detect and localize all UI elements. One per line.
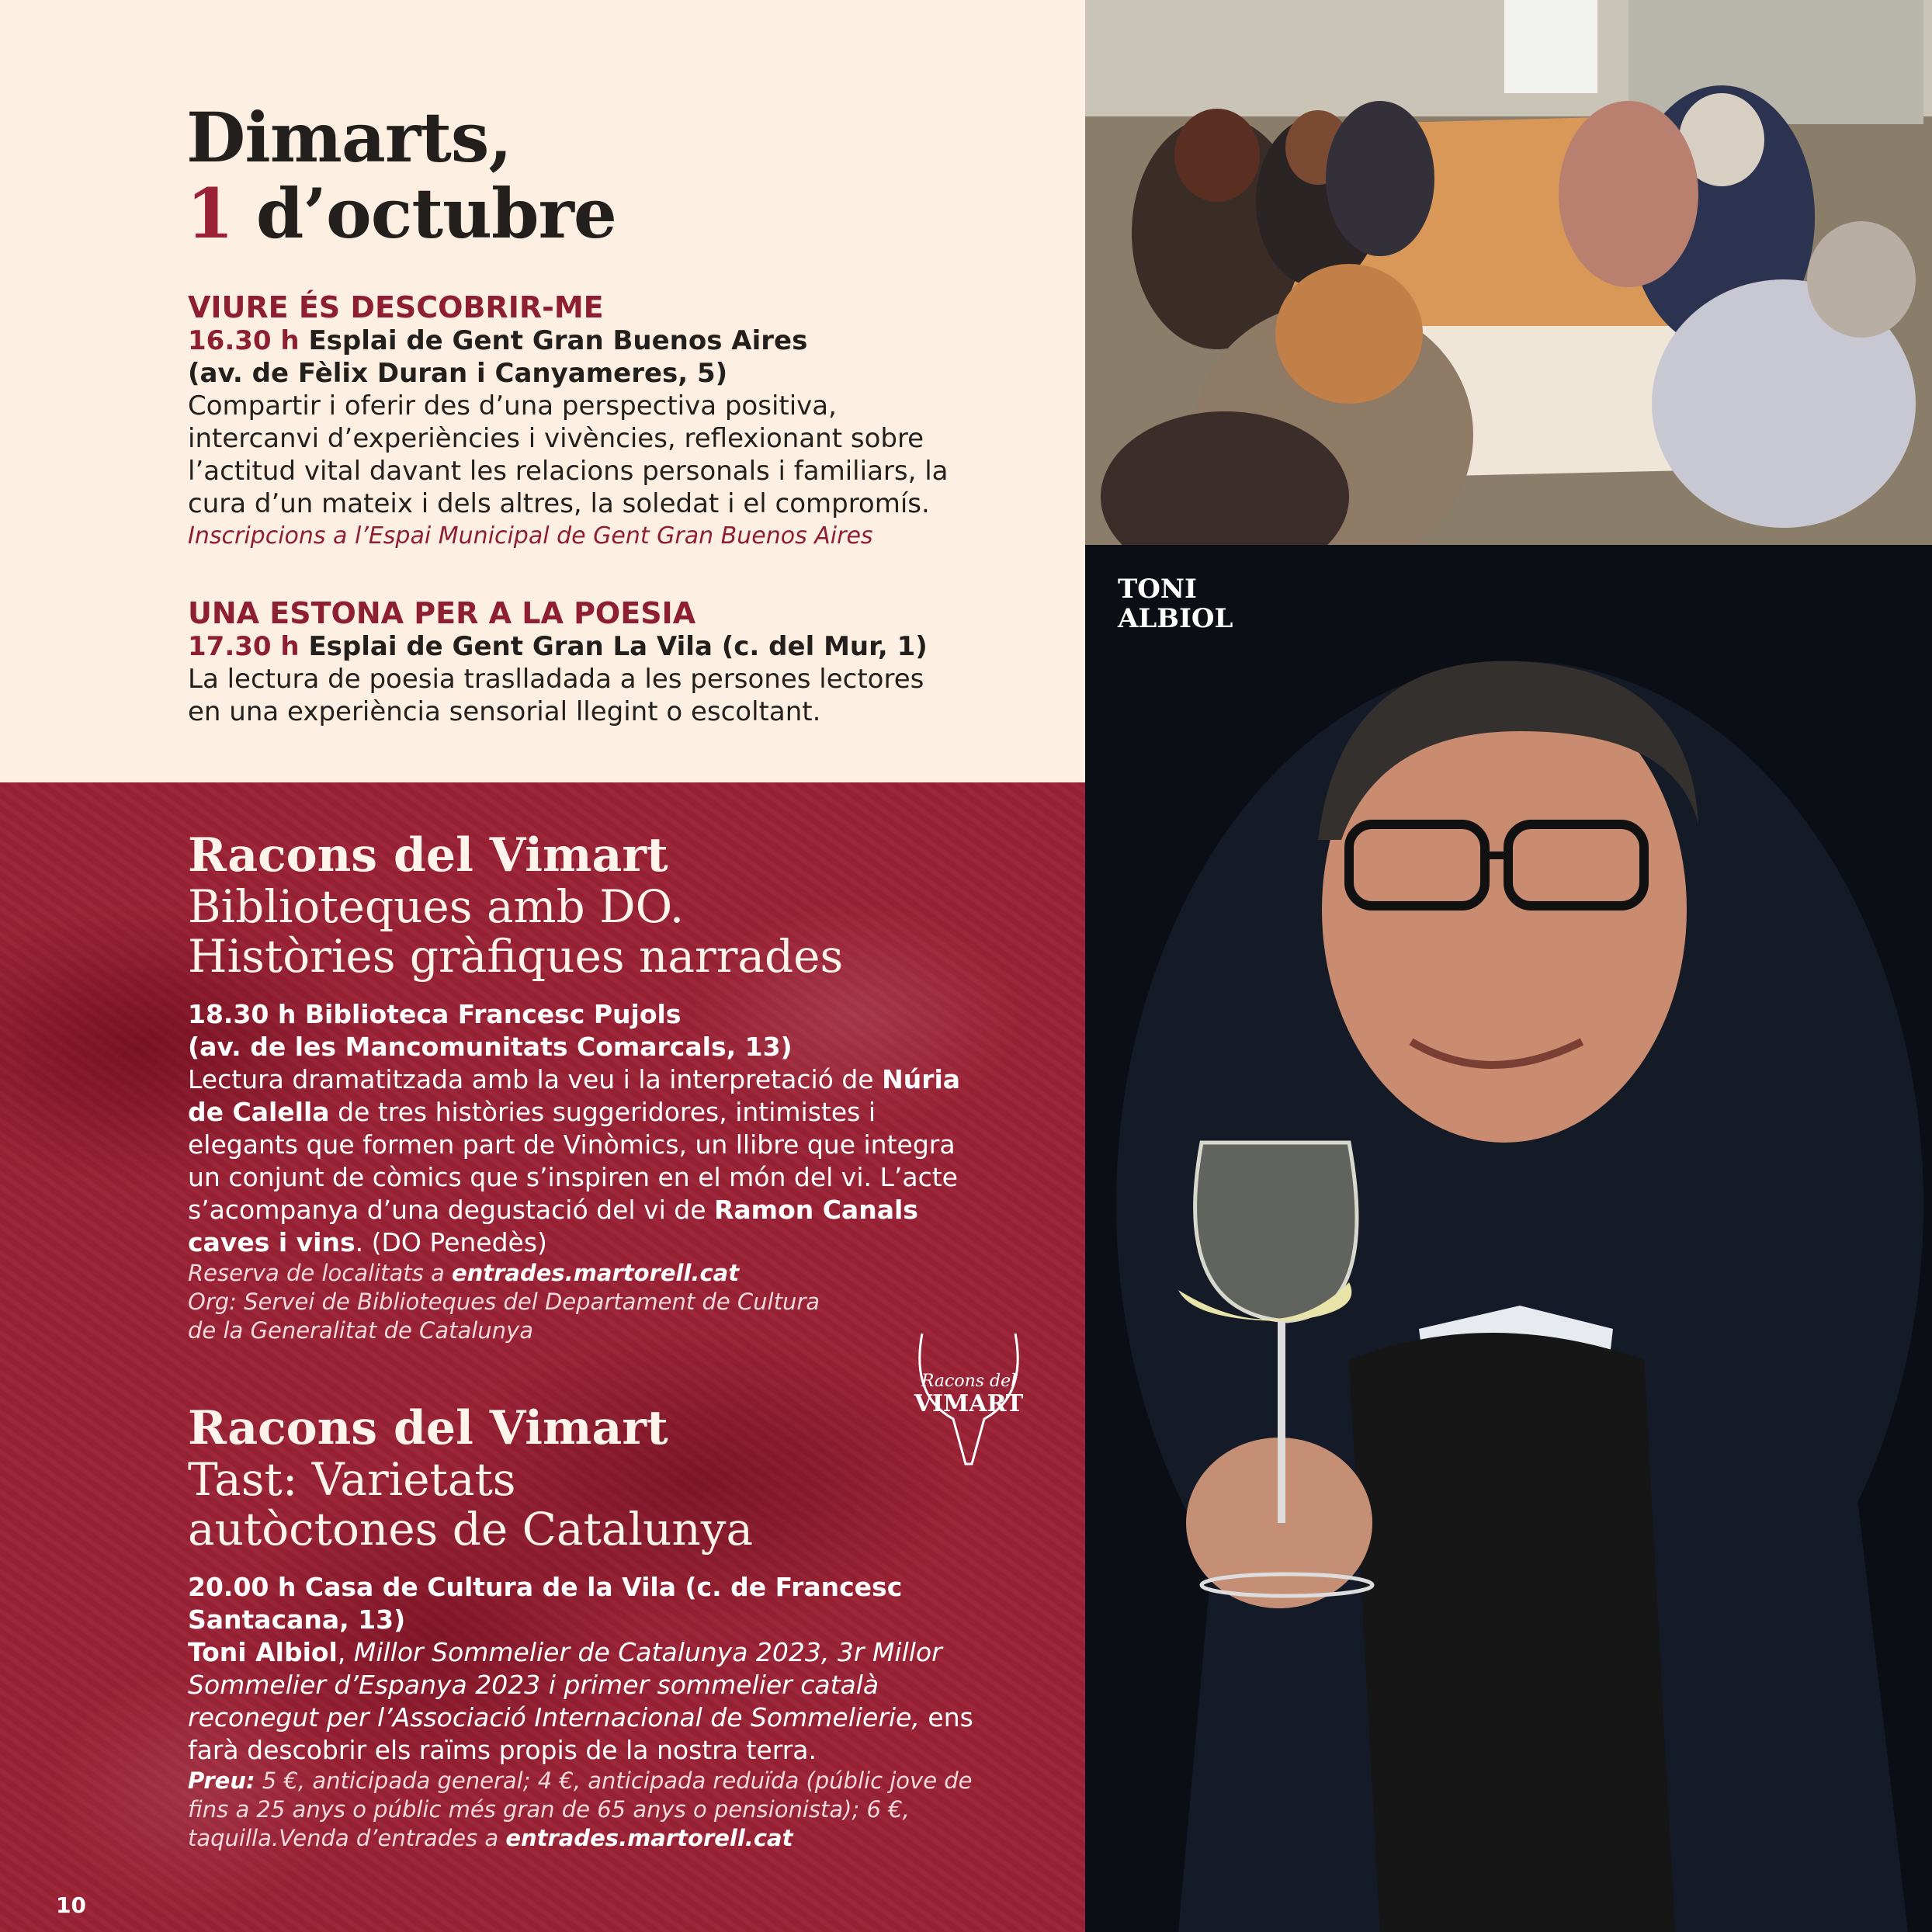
racons-org-2: de la Generalitat de Catalunya [188,1317,533,1344]
event-title: UNA ESTONA PER A LA POESIA [188,596,696,630]
day-number: 1 [186,173,234,254]
racons-subheading-2: autòctones de Catalunya [188,1503,754,1556]
racons-address: (av. de les Mancomunitats Comarcals, 13) [188,1032,793,1062]
racons-time-place [188,998,980,1031]
event-time: 16.30 h [188,325,300,356]
sommelier-portrait-image [1085,545,1932,1932]
reserve-link[interactable]: entrades.martorell.cat [451,1260,740,1286]
event-time-place [188,630,1057,663]
racons-reserve [188,1259,980,1288]
logo-line-1: Racons del [921,1372,1017,1391]
portrait-photo [1085,545,1932,1932]
event-place: Esplai de Gent Gran Buenos Aires [308,325,808,356]
event-time-place [188,324,1057,357]
racons-heading: Racons del Vimart [188,828,668,883]
racons-body [188,998,980,1345]
event-address: (av. de Fèlix Duran i Canyameres, 5) [188,358,728,389]
group-photo-image [1085,0,1932,545]
month-label: d’octubre [255,173,616,254]
event-time: 17.30 h [188,631,300,662]
reserve-label: Reserva de localitats a [188,1260,445,1286]
racons-org-1: Org: Servei de Biblioteques del Departament de Cultura [188,1289,820,1315]
racons-desc-2: de tres històries suggeridores, intimistes i elegants que formen part de Vinòmics, un llibre que integra un conjunt de còmics que s’inspiren en el món del vi. [188,1097,956,1192]
speaker-name: Toni Albiol [188,1637,338,1667]
day-label: Dimarts, [186,97,512,178]
racons-vimart-tast [188,1402,1057,1853]
event-description: Compartir i oferir des d’una perspectiva positiva, intercanvi d’experiències i vivències, reflexionant sobre l’actitud vital davant les relacions personals i familiars, la cura d’un mateix i dels altres, la soledat i el compromís. [188,390,949,519]
date-line [186,173,616,254]
event-place: Esplai de Gent Gran La Vila (c. del Mur, 1) [308,631,928,662]
racons-time: 18.30 h [188,999,297,1029]
speaker-sep: , [337,1637,346,1667]
racons-subheading-1: Tast: Varietats [188,1453,516,1506]
event-title: VIURE ÉS DESCOBRIR-ME [188,290,604,324]
day-heading [186,97,616,254]
photo-caption [1118,574,1233,633]
price-link[interactable]: entrades.martorell.cat [505,1825,793,1851]
racons-place: Casa de Cultura de la Vila (c. de Francesc Santacana, 13) [188,1572,903,1635]
racons-time-place [188,1571,987,1636]
page-number: 10 [56,1892,86,1918]
racons-desc-1: Lectura dramatitzada amb la veu i la interpretació de [188,1064,874,1094]
price-label: Preu: [188,1767,255,1794]
racons-description [188,1063,980,1259]
logo-line-2: VIMART [914,1390,1024,1417]
price-text: 5 €, anticipada general; 4 €, anticipada reduïda (públic jove de fins a 25 anys o públic més gran de 65 anys o pensionista); 6 €, taquilla.Venda d’entrades a [188,1767,973,1851]
racons-subheading-2: Històries gràfiques narrades [188,930,844,983]
speaker-description: Millor Sommelier de Catalunya 2023, 3r Millor Sommelier d’Espanya 2023 i primer sommelier català reconegut per l’Associació Internacional de Sommelierie, [188,1637,942,1733]
racons-desc-4: . (DO Penedès) [355,1227,547,1257]
caption-line-1: TONI [1118,574,1197,605]
racons-price [188,1767,987,1853]
event-note: Inscripcions a l’Espai Municipal de Gent Gran Buenos Aires [188,522,873,550]
racons-desc-3: L’acte s’acompanya d’una degustació del vi de [188,1162,958,1225]
racons-winery: Ramon Canals caves i vins [188,1195,918,1257]
racons-speaker [188,1636,987,1767]
event-viure-es-descobrir-me [188,290,1057,553]
racons-description: ens farà descobrir els raïms propis de la nostra terra. [188,1702,973,1765]
group-meeting-photo [1085,0,1932,545]
racons-subheading-1: Biblioteques amb DO. [188,880,685,933]
event-description: La lectura de poesia traslladada a les persones lectores en una experiència sensorial llegint o escoltant. [188,664,924,727]
caption-line-2: ALBIOL [1118,603,1233,634]
racons-heading: Racons del Vimart [188,1401,668,1455]
event-una-estona-per-a-la-poesia [188,596,1057,728]
racons-time: 20.00 h [188,1572,297,1602]
racons-vimart-biblioteques [188,829,1057,1345]
racons-performer: Núria de Calella [188,1064,961,1127]
racons-body [188,1571,987,1853]
racons-place: Biblioteca Francesc Pujols [304,999,682,1029]
